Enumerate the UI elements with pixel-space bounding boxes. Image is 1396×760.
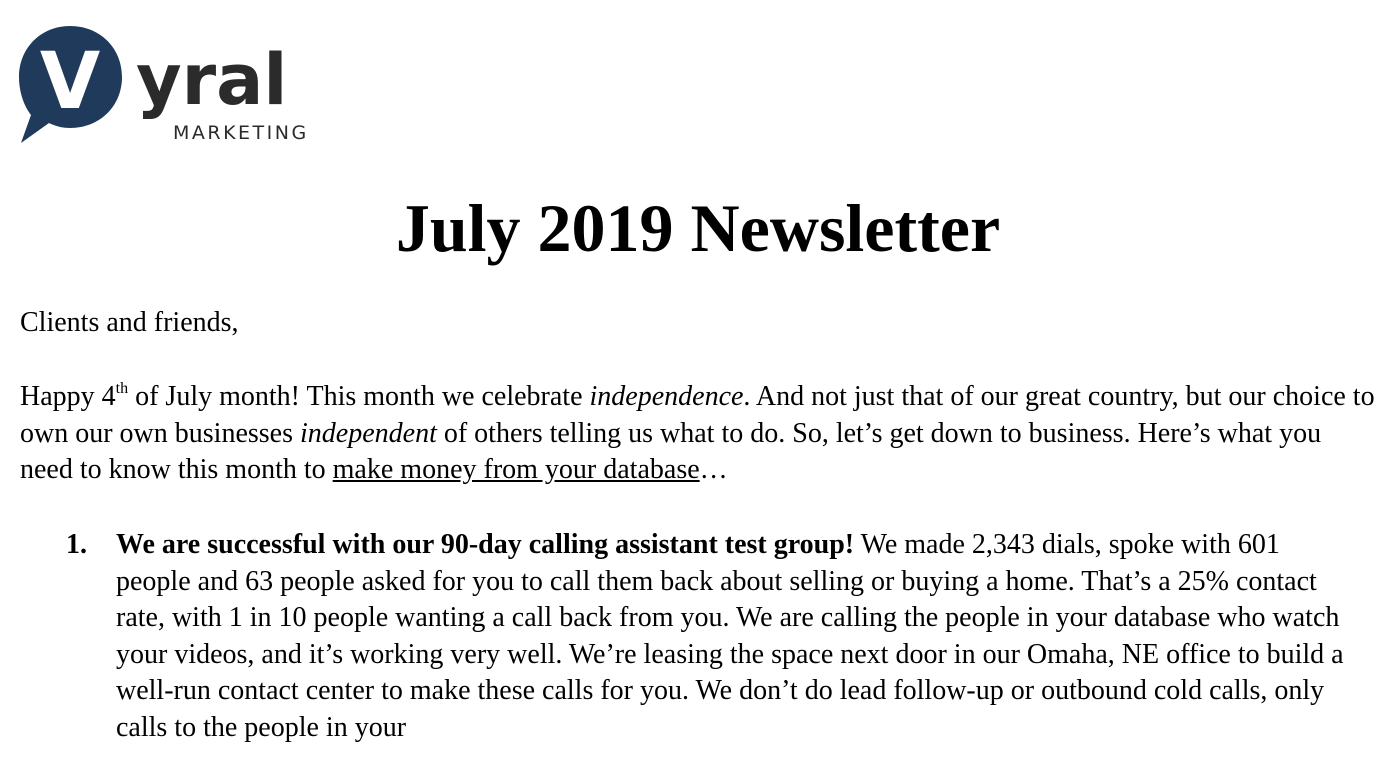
list-item-lead: We are successful with our 90-day calling assistant test group!	[116, 529, 855, 560]
logo-graphic	[18, 22, 318, 147]
logo-letter: V	[39, 37, 101, 127]
intro-ellipsis: …	[699, 454, 728, 486]
intro-text-3: . And not just that of our great country, but our choice to own our own businesses	[20, 381, 1375, 449]
salutation: Clients and friends,	[20, 307, 239, 338]
vyral-marketing-logo	[18, 22, 318, 147]
logo-subword: MARKETING	[173, 122, 309, 144]
list-item-number: 1.	[66, 529, 87, 560]
intro-underlined-phrase: make money from your database	[332, 454, 700, 486]
logo-word: yral	[136, 39, 288, 121]
list-item-text: We made 2,343 dials, spoke with 601 people and 63 people asked for you to call them back about selling or buying a home. That’s a 25% contact rate, with 1 in 10 people wanting a call back from you. We are calling the people in your database who watch your videos, and it’s working very well. We’re leasing the space next door in our Omaha, NE office to build a well-run contact center to make these calls for you. We don’t do lead follow-up or outbound cold calls, only calls to the people in your	[116, 529, 1344, 743]
intro-italic-independent: independent	[300, 417, 437, 449]
intro-text-2: of July month! This month we celebrate	[128, 381, 590, 412]
intro-text-4: of others telling us what to do. So, let’s get down to business. Here’s what you need to know this month to	[20, 417, 1322, 486]
intro-superscript: th	[115, 379, 129, 397]
newsletter-title: July 2019 Newsletter	[395, 190, 1001, 266]
intro-paragraph	[20, 379, 1380, 489]
intro-text-1: Happy 4	[20, 381, 116, 412]
list-item-body	[116, 527, 1356, 747]
intro-italic-independence: independence	[589, 381, 744, 412]
